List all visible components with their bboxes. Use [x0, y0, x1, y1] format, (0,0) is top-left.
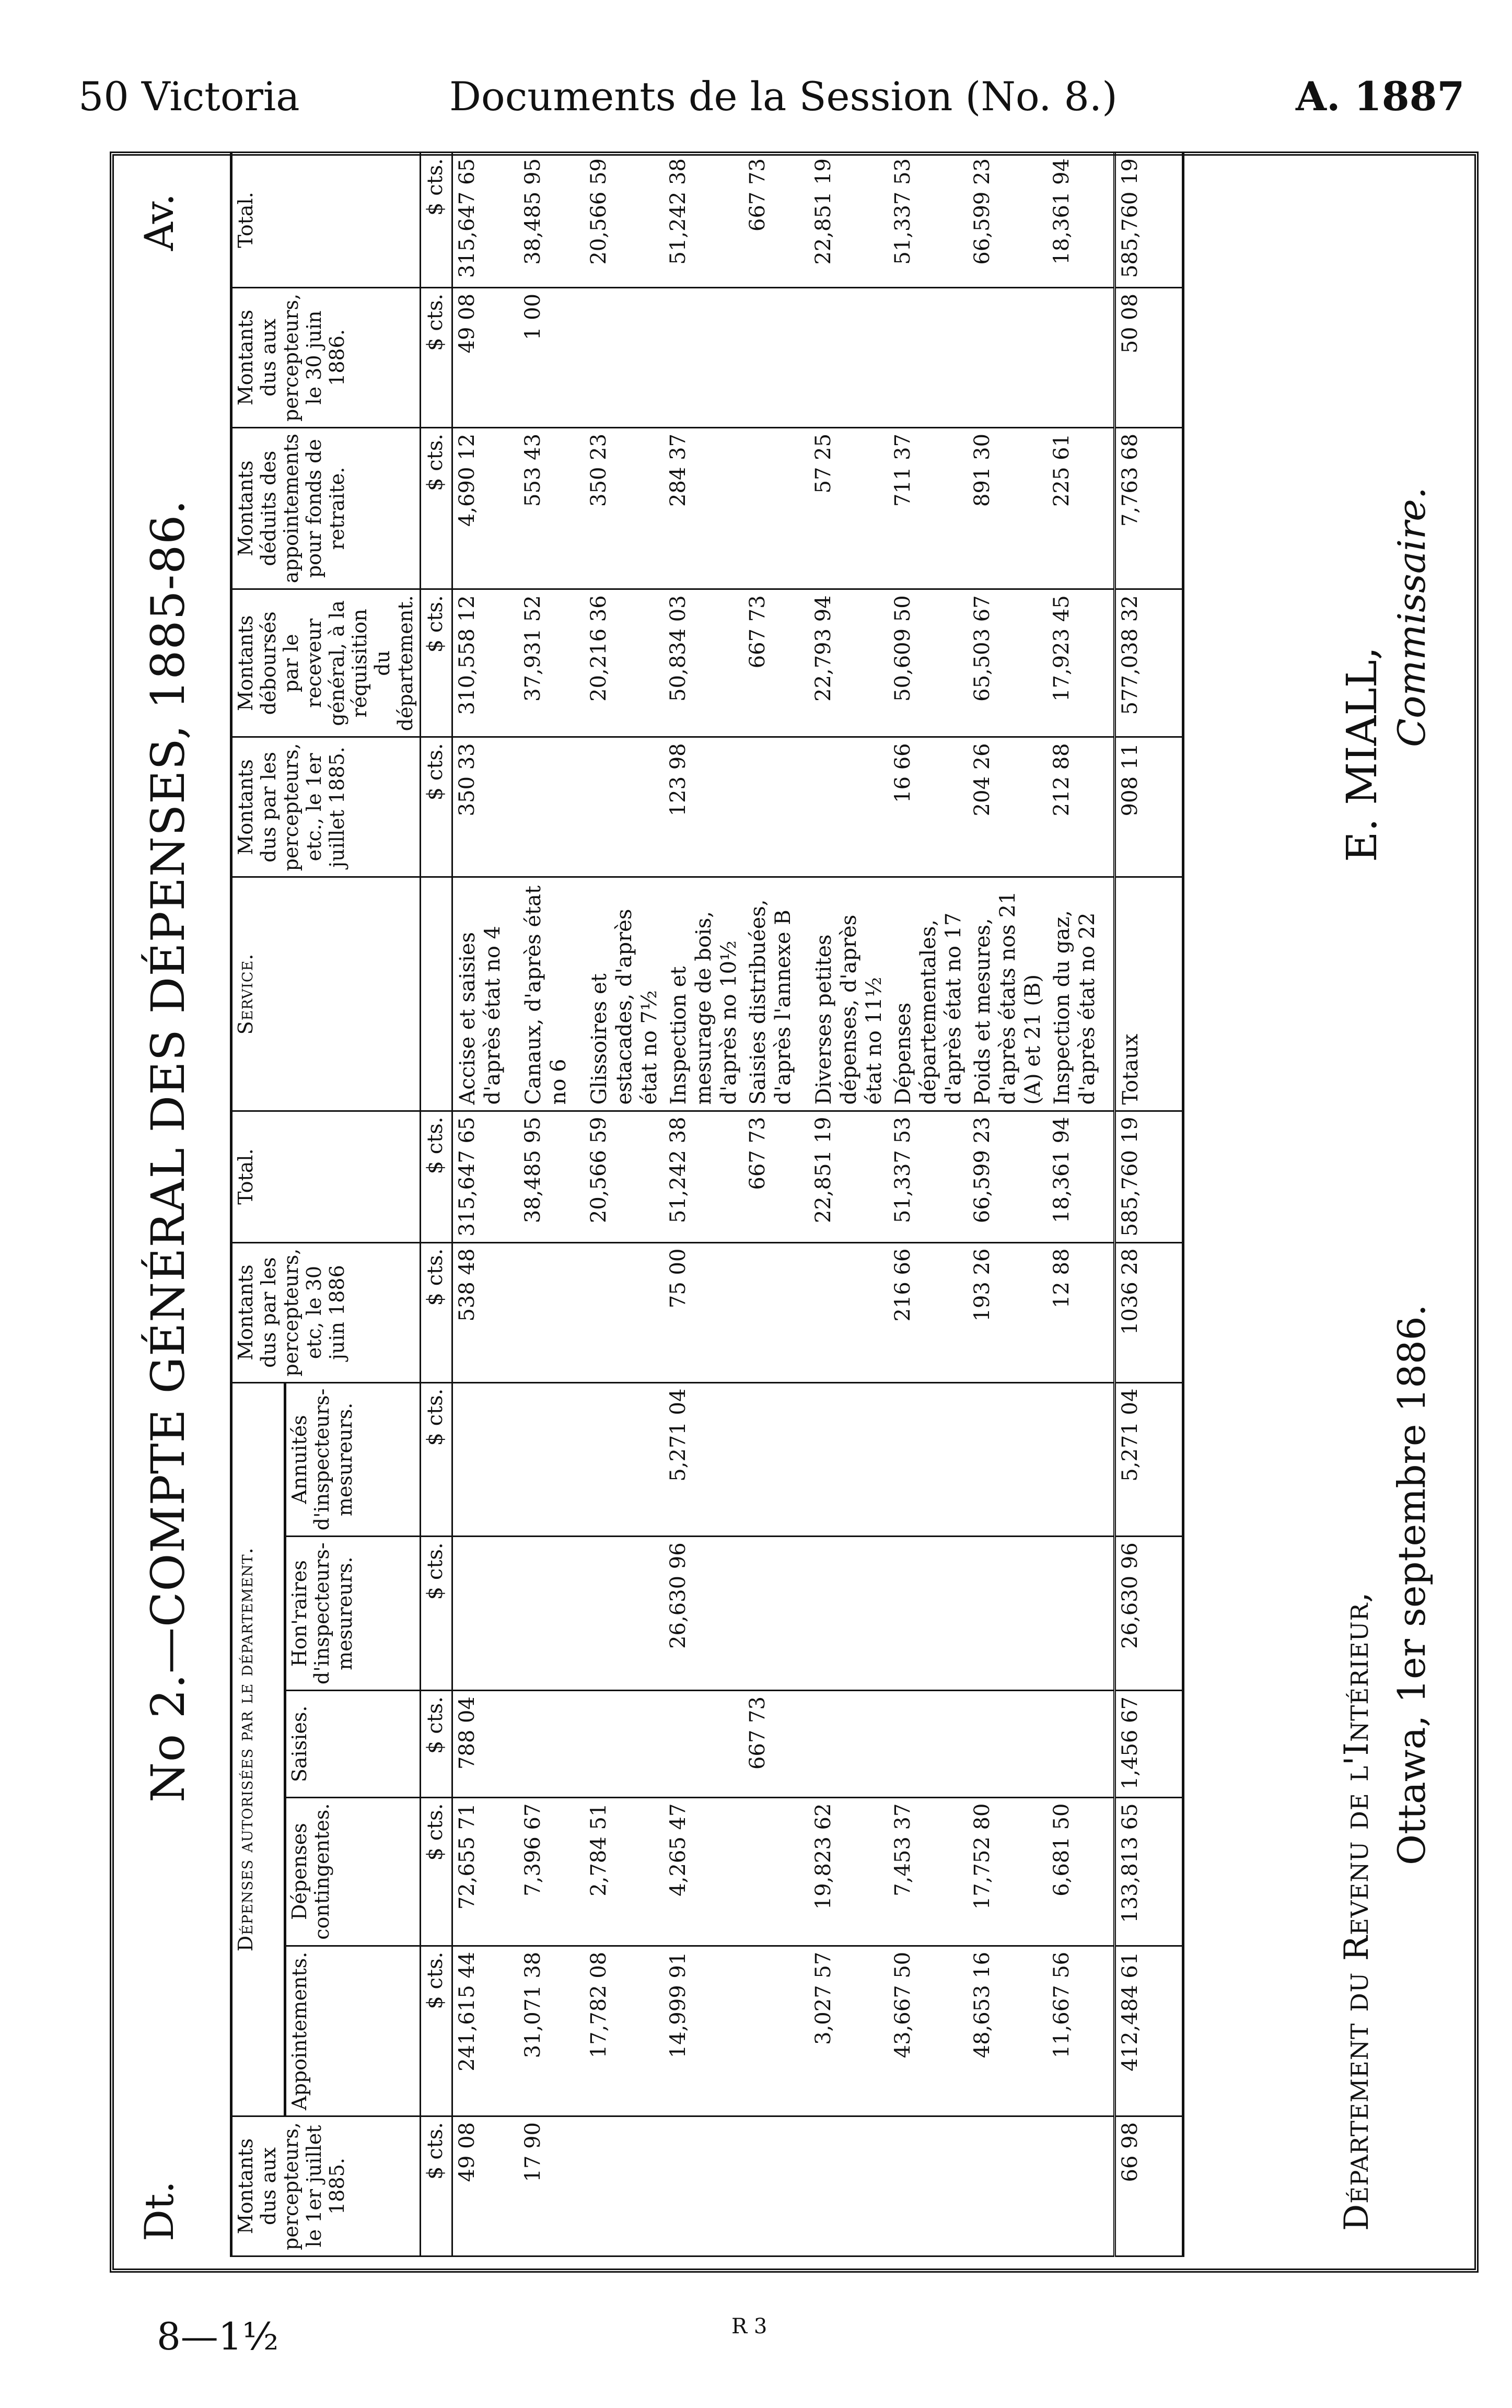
amount-cell [968, 2116, 1048, 2256]
amount-cell [809, 1242, 889, 1382]
amount-cell [519, 1537, 585, 1691]
amount-cell [1048, 1537, 1115, 1691]
table-title: No 2.—COMPTE GÉNÉRAL DES DÉPENSES, 1885-86. [141, 499, 195, 1802]
amount-cell: 553 43 [519, 427, 585, 589]
amount-cell: 38,485 95 [519, 1111, 585, 1242]
amount-cell: 315,647 65 [452, 1111, 519, 1242]
amount-cell: 193 26 [968, 1242, 1048, 1382]
unit-cell: $ cts. [420, 427, 452, 589]
amount-cell: 17,782 08 [585, 1946, 664, 2116]
amount-cell [889, 1537, 968, 1691]
total-cell: 50 08 [1114, 287, 1183, 427]
total-cell: 7,763 68 [1114, 427, 1183, 589]
expenditure-table [230, 152, 1184, 2257]
amount-cell [968, 1691, 1048, 1798]
amount-cell: 19,823 62 [809, 1797, 889, 1946]
amount-cell [743, 287, 809, 427]
total-cell: 26,630 96 [1114, 1537, 1183, 1691]
unit-cell: $ cts. [420, 1797, 452, 1946]
service-cell: Inspection et mesurage de bois, d'après no 10½ [664, 877, 743, 1111]
amount-cell: 225 61 [1048, 427, 1115, 589]
unit-cell: $ cts. [420, 1691, 452, 1798]
service-cell: Canaux, d'après état no 6 [519, 877, 585, 1111]
service-cell: Saisies distribuées, d'après l'annexe B [743, 877, 809, 1111]
unit-cell: $ cts. [420, 1382, 452, 1537]
amount-cell: 284 37 [664, 427, 743, 589]
service-cell: Dépenses départementales, d'après état no 17 [889, 877, 968, 1111]
amount-cell: 315,647 65 [452, 153, 519, 288]
amount-cell: 788 04 [452, 1691, 519, 1798]
service-cell: Diverses petites dépenses, d'après état no 11½ [809, 877, 889, 1111]
table-body [452, 153, 1183, 2256]
page-footer [0, 2314, 1512, 2377]
amount-cell [968, 287, 1048, 427]
amount-cell [585, 1691, 664, 1798]
amount-cell [519, 737, 585, 877]
amount-cell: 17 90 [519, 2116, 585, 2256]
amount-cell: 51,337 53 [889, 1111, 968, 1242]
amount-cell [585, 737, 664, 877]
totals-row [1114, 153, 1183, 2256]
amount-cell [809, 1537, 889, 1691]
amount-cell [809, 1382, 889, 1537]
amount-cell [1048, 1382, 1115, 1537]
amount-cell: 667 73 [743, 153, 809, 288]
amount-cell: 350 33 [452, 737, 519, 877]
amount-cell: 48,653 16 [968, 1946, 1048, 2116]
amount-cell: 26,630 96 [664, 1537, 743, 1691]
total-cell: 585,760 19 [1114, 153, 1183, 288]
amount-cell [664, 1691, 743, 1798]
col-total-left-header: Total. [231, 1111, 421, 1242]
amount-cell: 2,784 51 [585, 1797, 664, 1946]
department-name: Département du Revenu de l'Intérieur, [1337, 1591, 1376, 2231]
col-total-right-header: Total. [231, 153, 421, 288]
amount-cell: 57 25 [809, 427, 889, 589]
table-row [664, 153, 743, 2256]
amount-cell: 20,566 59 [585, 1111, 664, 1242]
rotated-table-page [110, 152, 1479, 2273]
amount-cell [968, 1537, 1048, 1691]
amount-cell: 43,667 50 [889, 1946, 968, 2116]
amount-cell: 4,265 47 [664, 1797, 743, 1946]
amount-cell [585, 2116, 664, 2256]
amount-cell [664, 2116, 743, 2256]
amount-cell [1048, 287, 1115, 427]
amount-cell: 17,923 45 [1048, 589, 1115, 737]
amount-cell: 350 23 [585, 427, 664, 589]
amount-cell: 22,793 94 [809, 589, 889, 737]
amount-cell [585, 1382, 664, 1537]
amount-cell [585, 287, 664, 427]
col-due-to-end-header: Montants dus aux percepteurs, le 30 juin 1886. [231, 287, 421, 427]
signatory-name: E. MIALL, [1337, 646, 1386, 862]
units-row [420, 153, 452, 2256]
amount-cell: 72,655 71 [452, 1797, 519, 1946]
unit-cell: $ cts. [420, 287, 452, 427]
total-cell: 5,271 04 [1114, 1382, 1183, 1537]
place-date: Ottawa, 1er septembre 1886. [1390, 1304, 1434, 1865]
amount-cell: 50,834 03 [664, 589, 743, 737]
totals-label: Totaux [1114, 877, 1183, 1111]
amount-cell [889, 1691, 968, 1798]
amount-cell: 16 66 [889, 737, 968, 877]
total-cell: 577,038 32 [1114, 589, 1183, 737]
amount-cell: 7,453 37 [889, 1797, 968, 1946]
amount-cell [1048, 2116, 1115, 2256]
unit-cell: $ cts. [420, 1946, 452, 2116]
amount-cell: 51,242 38 [664, 1111, 743, 1242]
amount-cell [809, 2116, 889, 2256]
page-header [0, 73, 1512, 136]
col-service-header: Service. [231, 877, 421, 1111]
amount-cell: 538 48 [452, 1242, 519, 1382]
total-cell: 412,484 61 [1114, 1946, 1183, 2116]
amount-cell: 66,599 23 [968, 153, 1048, 288]
amount-cell: 123 98 [664, 737, 743, 877]
amount-cell: 12 88 [1048, 1242, 1115, 1382]
amount-cell: 75 00 [664, 1242, 743, 1382]
amount-cell: 667 73 [743, 589, 809, 737]
col-appointements-header: Appointements. [285, 1946, 420, 2116]
amount-cell: 38,485 95 [519, 153, 585, 288]
amount-cell: 66,599 23 [968, 1111, 1048, 1242]
amount-cell [809, 287, 889, 427]
amount-cell: 3,027 57 [809, 1946, 889, 2116]
amount-cell [743, 1537, 809, 1691]
amount-cell: 6,681 50 [1048, 1797, 1115, 1946]
total-cell: 66 98 [1114, 2116, 1183, 2256]
service-cell: Accise et saisies d'après état no 4 [452, 877, 519, 1111]
amount-cell [743, 2116, 809, 2256]
amount-cell: 20,216 36 [585, 589, 664, 737]
amount-cell [519, 1382, 585, 1537]
amount-cell [585, 1242, 664, 1382]
amount-cell: 22,851 19 [809, 1111, 889, 1242]
amount-cell: 37,931 52 [519, 589, 585, 737]
footer-signature-mark: 8—1½ [157, 2314, 279, 2358]
amount-cell [968, 1382, 1048, 1537]
service-cell: Glissoires et estacades, d'après état no 7½ [585, 877, 664, 1111]
service-cell: Poids et mesures, d'après états nos 21 (A) et 21 (B) [968, 877, 1048, 1111]
table-row [452, 153, 519, 2256]
credit-label: Av. [136, 193, 182, 251]
amount-cell: 891 30 [968, 427, 1048, 589]
service-cell: Inspection du gaz, d'après état no 22 [1048, 877, 1115, 1111]
amount-cell: 49 08 [452, 287, 519, 427]
header-volume: 50 Victoria [78, 73, 300, 120]
amount-cell [889, 1382, 968, 1537]
amount-cell [452, 1537, 519, 1691]
amount-cell: 50,609 50 [889, 589, 968, 737]
unit-cell: $ cts. [420, 153, 452, 288]
group-header-authorized: Dépenses autorisées par le département. [231, 1382, 285, 2116]
amount-cell: 216 66 [889, 1242, 968, 1382]
amount-cell [743, 737, 809, 877]
amount-cell: 31,071 38 [519, 1946, 585, 2116]
amount-cell [809, 1691, 889, 1798]
header-year: A. 1887 [1296, 73, 1465, 120]
amount-cell: 667 73 [743, 1691, 809, 1798]
col-honoraires-header: Hon'raires d'inspecteurs-mesureurs. [285, 1537, 420, 1691]
unit-cell: $ cts. [420, 1111, 452, 1242]
amount-cell: 5,271 04 [664, 1382, 743, 1537]
table-row [889, 153, 968, 2256]
table-row [519, 153, 585, 2256]
col-due-start-header: Montants dus aux percepteurs, le 1er juillet 1885. [231, 2116, 421, 2256]
amount-cell [809, 737, 889, 877]
amount-cell: 667 73 [743, 1111, 809, 1242]
amount-cell: 20,566 59 [585, 153, 664, 288]
unit-cell: $ cts. [420, 589, 452, 737]
total-cell: 585,760 19 [1114, 1111, 1183, 1242]
amount-cell: 241,615 44 [452, 1946, 519, 2116]
amount-cell: 18,361 94 [1048, 153, 1115, 288]
amount-cell: 310,558 12 [452, 589, 519, 737]
table-row [968, 153, 1048, 2256]
amount-cell: 17,752 80 [968, 1797, 1048, 1946]
amount-cell [743, 1946, 809, 2116]
unit-cell-blank [420, 877, 452, 1111]
amount-cell: 22,851 19 [809, 153, 889, 288]
amount-cell [1048, 1691, 1115, 1798]
amount-cell [664, 287, 743, 427]
amount-cell: 18,361 94 [1048, 1111, 1115, 1242]
col-due-by-start-header: Montants dus par les percepteurs, etc., le 1er juillet 1885. [231, 737, 421, 877]
total-cell: 133,813 65 [1114, 1797, 1183, 1946]
total-cell: 908 11 [1114, 737, 1183, 877]
amount-cell [743, 427, 809, 589]
amount-cell [519, 1242, 585, 1382]
amount-cell: 51,337 53 [889, 153, 968, 288]
amount-cell [743, 1242, 809, 1382]
amount-cell: 1 00 [519, 287, 585, 427]
amount-cell: 4,690 12 [452, 427, 519, 589]
amount-cell: 204 26 [968, 737, 1048, 877]
amount-cell: 711 37 [889, 427, 968, 589]
amount-cell: 65,503 67 [968, 589, 1048, 737]
unit-cell: $ cts. [420, 2116, 452, 2256]
amount-cell: 49 08 [452, 2116, 519, 2256]
col-contingentes-header: Dépenses contingentes. [285, 1797, 420, 1946]
amount-cell [743, 1797, 809, 1946]
signatory-role: Commissaire. [1390, 487, 1434, 747]
total-cell: 1,456 67 [1114, 1691, 1183, 1798]
header-title: Documents de la Session (No. 8.) [449, 73, 1118, 120]
amount-cell [452, 1382, 519, 1537]
table-row [809, 153, 889, 2256]
amount-cell: 7,396 67 [519, 1797, 585, 1946]
col-disbursed-header: Montants déboursés par le receveur général, à la réquisition du département. [231, 589, 421, 737]
amount-cell [889, 2116, 968, 2256]
amount-cell: 212 88 [1048, 737, 1115, 877]
unit-cell: $ cts. [420, 1242, 452, 1382]
col-saisies-header: Saisies. [285, 1691, 420, 1798]
debit-label: Dt. [136, 2181, 182, 2241]
col-annuites-header: Annuités d'inspecteurs-mesureurs. [285, 1382, 420, 1537]
amount-cell [585, 1537, 664, 1691]
unit-cell: $ cts. [420, 737, 452, 877]
amount-cell [889, 287, 968, 427]
table-row [1048, 153, 1115, 2256]
amount-cell: 14,999 91 [664, 1946, 743, 2116]
col-due-end-header: Montants dus par les percepteurs, etc, le 30 juin 1886 [231, 1242, 421, 1382]
amount-cell [519, 1691, 585, 1798]
table-title-row [110, 152, 230, 2273]
amount-cell [743, 1382, 809, 1537]
amount-cell: 11,667 56 [1048, 1946, 1115, 2116]
col-deducted-header: Montants déduits des appointements pour fonds de retraite. [231, 427, 421, 589]
table-row [585, 153, 664, 2256]
total-cell: 1036 28 [1114, 1242, 1183, 1382]
footer-page-mark: R 3 [731, 2314, 767, 2339]
amount-cell: 51,242 38 [664, 153, 743, 288]
unit-cell: $ cts. [420, 1537, 452, 1691]
table-row [743, 153, 809, 2256]
